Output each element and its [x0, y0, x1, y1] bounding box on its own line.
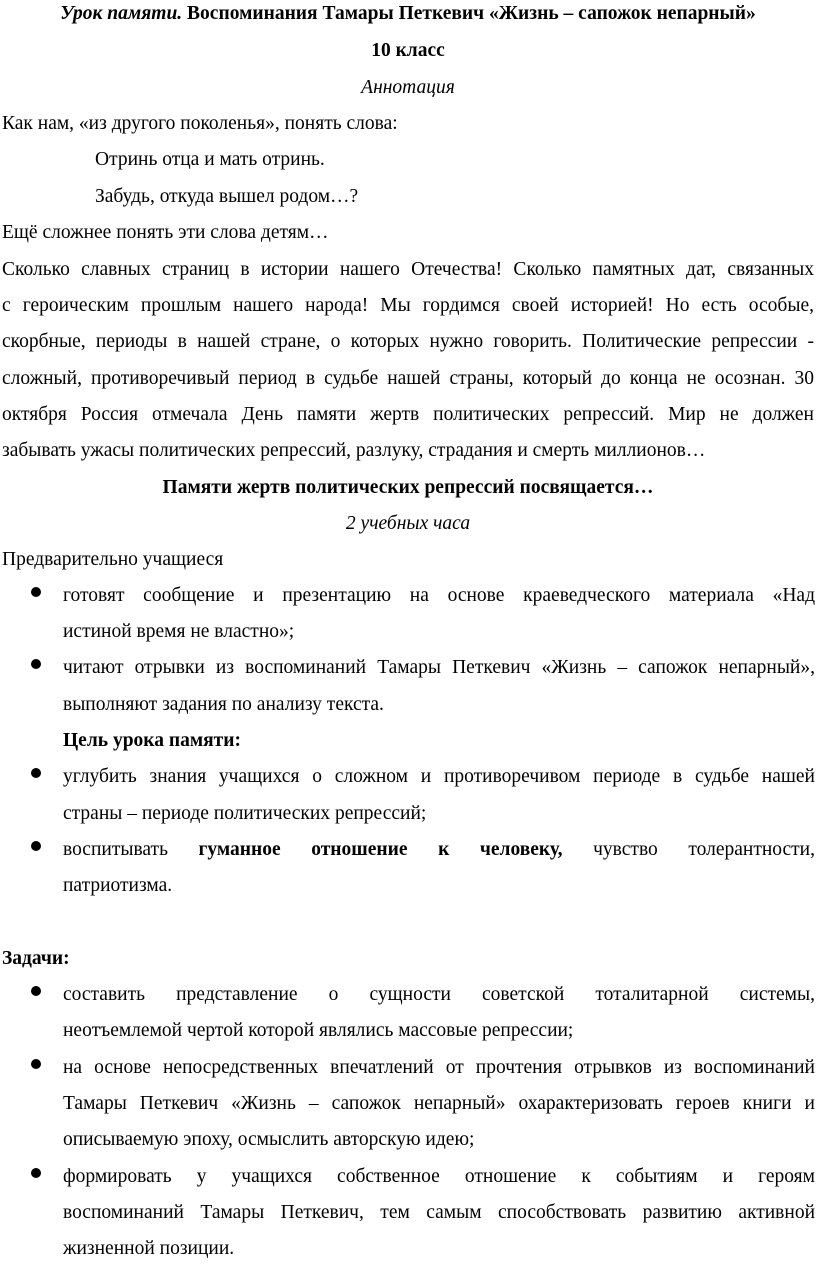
- goal-item-2-bold: гуманное отношение к человеку,: [198, 839, 563, 860]
- grade-label: 10 класс: [371, 40, 445, 61]
- list-item: воспоминаний Тамары Петкевич, тем самым способствовать развитию активной: [63, 1202, 815, 1223]
- list-item: готовят сообщение и презентацию на основе краеведческого материала «Над: [63, 585, 815, 606]
- list-item: описываемую эпоху, осмыслить авторскую идею;: [63, 1129, 475, 1150]
- verse-line-1: Отринь отца и мать отринь.: [95, 149, 325, 170]
- list-item: читают отрывки из воспоминаний Тамары Петкевич «Жизнь – сапожок непарный»,: [63, 657, 815, 678]
- document-title: [0, 0, 816, 33]
- paragraph-line: сложный, противоречивый период в судьбе нашей страны, который до конца не осознан. 30: [2, 368, 814, 389]
- bullet-icon: [31, 1168, 41, 1178]
- intro-question: Как нам, «из другого поколенья», понять слова:: [2, 113, 398, 134]
- annotation-label: Аннотация: [361, 77, 455, 98]
- list-item: углубить знания учащихся о сложном и противоречивом периоде в судьбе нашей: [63, 766, 815, 787]
- bullet-icon: [31, 587, 41, 597]
- bullet-icon: [31, 659, 41, 669]
- preparation-heading: Предварительно учащиеся: [2, 549, 224, 570]
- duration: 2 учебных часа: [345, 513, 471, 534]
- list-item: [63, 832, 815, 869]
- tasks-heading: Задачи:: [2, 948, 70, 969]
- list-item: жизненной позиции.: [63, 1238, 235, 1259]
- intro-harder: Ещё сложнее понять эти слова детям…: [2, 222, 329, 243]
- paragraph-line: забывать ужасы политических репрессий, разлуку, страдания и смерть миллионов…: [2, 440, 706, 461]
- goal-heading: Цель урока памяти:: [63, 730, 241, 751]
- title-italic-part: Урок памяти.: [60, 3, 183, 24]
- list-item: Тамары Петкевич «Жизнь – сапожок непарный» охарактеризовать героев книги и: [63, 1093, 815, 1114]
- list-item: патриотизма.: [63, 875, 173, 896]
- bullet-icon: [31, 768, 41, 778]
- bullet-icon: [31, 986, 41, 996]
- goal-item-2-post: чувство толерантности,: [593, 839, 815, 860]
- bullet-icon: [31, 841, 41, 851]
- verse-line-2: Забудь, откуда вышел родом…?: [95, 186, 359, 207]
- paragraph-line: скорбные, периоды в нашей стране, о которых нужно говорить. Политические репрессии -: [2, 331, 814, 352]
- title-main-part: Воспоминания Тамары Петкевич «Жизнь – сапожок непарный»: [187, 3, 756, 24]
- list-item: выполняют задания по анализу текста.: [63, 694, 384, 715]
- list-item: страны – периоде политических репрессий;: [63, 803, 427, 824]
- list-item: составить представление о сущности советской тоталитарной системы,: [63, 984, 815, 1005]
- list-item: истиной время не властно»;: [63, 621, 295, 642]
- list-item: неотъемлемой чертой которой являлись массовые репрессии;: [63, 1020, 574, 1041]
- goal-item-2-pre: воспитывать: [63, 839, 168, 860]
- paragraph-line: октября Россия отмечала День памяти жертв политических репрессий. Мир не должен: [2, 404, 814, 425]
- list-item: на основе непосредственных впечатлений от прочтения отрывков из воспоминаний: [63, 1057, 815, 1078]
- dedication: Памяти жертв политических репрессий посвящается…: [162, 477, 654, 498]
- paragraph-line: Сколько славных страниц в истории нашего Отечества! Сколько памятных дат, связанных: [2, 259, 814, 280]
- list-item: формировать у учащихся собственное отношение к событиям и героям: [63, 1166, 815, 1187]
- paragraph-line: с героическим прошлым нашего народа! Мы гордимся своей историей! Но есть особые,: [2, 295, 814, 316]
- bullet-icon: [31, 1059, 41, 1069]
